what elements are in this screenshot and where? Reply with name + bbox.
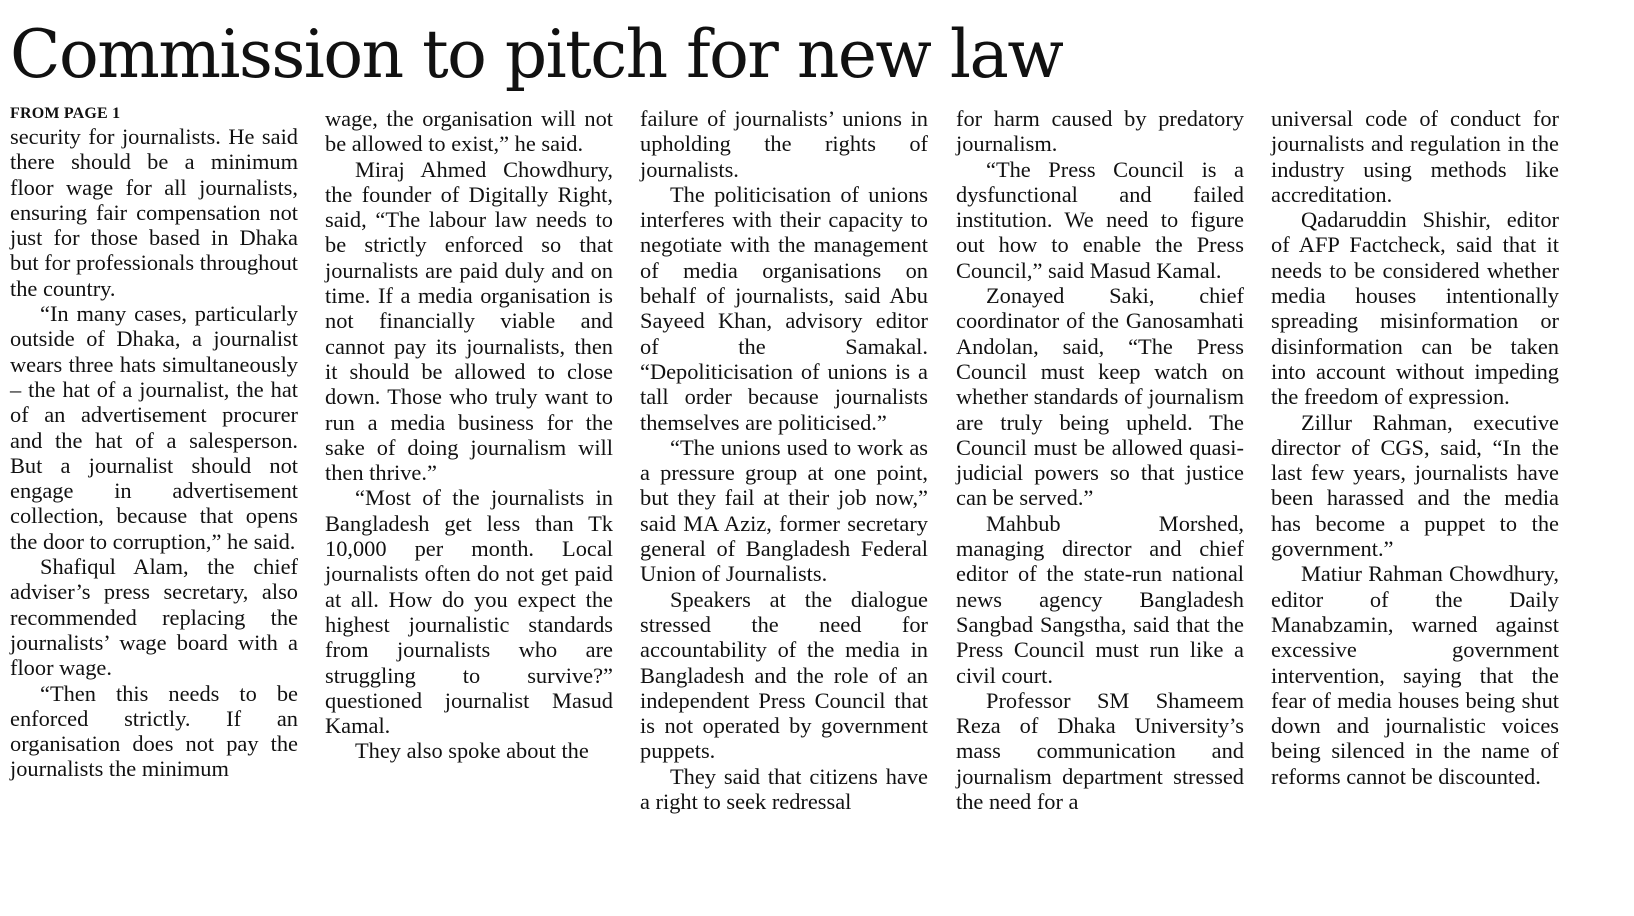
paragraph: wage, the organisation will not be allowed to exist,” he said. [325,106,613,157]
paragraph: Miraj Ahmed Chowdhury, the founder of Digitally Right, said, “The labour law needs to be strictly enforced so that journalists are paid duly and on time. If a media organisation is not financially viable and cannot pay its journalists, then it should be allowed to close down. Those who truly want to run a media business for the sake of doing journalism will then thrive.” [325,156,613,486]
paragraph: Shafiqul Alam, the chief adviser’s press secretary, also recommended replacing the journalists’ wage board with a floor wage. [10,554,298,681]
paragraph: universal code of conduct for journalists and regulation in the industry using methods like accreditation. [1271,106,1559,207]
paragraph: The politicisation of unions interferes with their capacity to negotiate with the management of media organisations on behalf of journalists, said Abu Sayeed Khan, advisory editor of the Samakal. “Depoliticisation of unions is a tall order because journalists themselves are politicised.” [640,181,928,435]
paragraph: Professor SM Shameem Reza of Dhaka University’s mass communication and journalism department stressed the need for a [956,687,1244,815]
paragraph: They also spoke about the [355,738,589,764]
column-4 [956,106,1244,814]
column-2 [325,106,613,764]
column-3 [640,106,928,814]
paragraph: “Most of the journalists in Bangladesh get less than Tk 10,000 per month. Local journalists often do not get paid at all. How do you expect the highest journalistic standards from journalists who are struggling to survive?” questioned journalist Masud Kamal. [325,485,613,739]
paragraph: Matiur Rahman Chowdhury, editor of the Daily Manabzamin, warned against excessive government intervention, saying that the fear of media houses being shut down and journalistic voices being silenced in the name of reforms cannot be discounted. [1271,561,1559,789]
headline: Commission to pitch for new law [10,16,1063,93]
paragraph: They said that citizens have a right to seek redressal [640,763,928,815]
paragraph: “The unions used to work as a pressure group at one point, but they fail at their job now,” said MA Aziz, former secretary general of Bangladesh Federal Union of Journalists. [640,434,928,587]
paragraph: Zillur Rahman, executive director of CGS, said, “In the last few years, journalists have been harassed and the media has become a puppet to the government.” [1271,409,1559,562]
paragraph: failure of journalists’ unions in upholding the rights of journalists. [640,106,928,182]
paragraph: security for journalists. He said there should be a minimum floor wage for all journalists, ensuring fair compensation not just for those based in Dhaka but for professionals throughout the country. [10,124,298,301]
column-1 [10,104,298,782]
paragraph: “Then this needs to be enforced strictly. If an organisation does not pay the journalists the minimum [10,680,298,782]
paragraph: “The Press Council is a dysfunctional and failed institution. We need to figure out how to enable the Press Council,” said Masud Kamal. [956,156,1244,283]
paragraph: Zonayed Saki, chief coordinator of the Ganosamhati Andolan, said, “The Press Council must keep watch on whether standards of journalism are truly being upheld. The Council must be allowed quasi-judicial powers so that justice can be served.” [956,283,1244,511]
paragraph: “In many cases, particularly outside of Dhaka, a journalist wears three hats simultaneously – the hat of a journalist, the hat of an advertisement procurer and the hat of a salesperson. But a journalist should not engage in advertisement collection, because that opens the door to corruption,” he said. [10,301,298,554]
paragraph: Mahbub Morshed, managing director and chief editor of the state-run national news agency Bangladesh Sangbad Sangstha, said that the Press Council must run like a civil court. [956,510,1244,688]
kicker: FROM PAGE 1 [10,105,121,122]
paragraph: Qadaruddin Shishir, editor of AFP Factcheck, said that it needs to be considered whether media houses intentionally spreading misinformation or disinformation can be taken into account without impeding the freedom of expression. [1271,207,1559,410]
column-5 [1271,106,1559,789]
paragraph: for harm caused by predatory journalism. [956,106,1244,157]
paragraph: Speakers at the dialogue stressed the need for accountability of the media in Bangladesh and the role of an independent Press Council that is not operated by government puppets. [640,586,928,764]
